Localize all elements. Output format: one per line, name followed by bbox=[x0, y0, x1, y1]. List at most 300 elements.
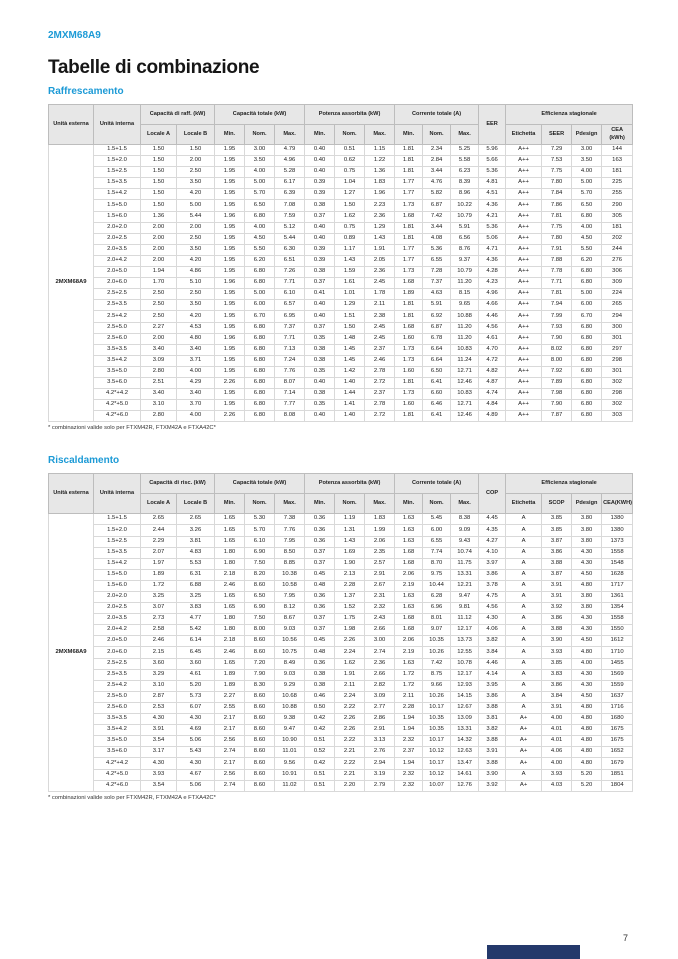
value-cell: 7.81 bbox=[542, 211, 572, 222]
value-cell: 6.64 bbox=[423, 344, 451, 355]
value-cell: 1.27 bbox=[335, 189, 365, 200]
value-cell: 9.03 bbox=[275, 625, 305, 636]
value-cell: 8.00 bbox=[542, 355, 572, 366]
indoor-combination-cell: 2.0+6.0 bbox=[94, 647, 141, 658]
indoor-combination-cell: 2.0+5.0 bbox=[94, 636, 141, 647]
value-cell: 13.31 bbox=[451, 569, 479, 580]
indoor-combination-cell: 2.5+3.5 bbox=[94, 669, 141, 680]
col-header-min: Min. bbox=[305, 125, 335, 145]
value-cell: 0.36 bbox=[305, 514, 335, 525]
value-cell: 0.40 bbox=[305, 377, 335, 388]
value-cell: 6.80 bbox=[245, 411, 275, 422]
value-cell: 3.60 bbox=[177, 658, 215, 669]
page-number: 7 bbox=[622, 933, 628, 943]
value-cell: 1.63 bbox=[395, 603, 423, 614]
value-cell: 0.39 bbox=[305, 244, 335, 255]
value-cell: 3.71 bbox=[177, 355, 215, 366]
value-cell: 2.73 bbox=[141, 614, 177, 625]
value-cell: 1.81 bbox=[395, 222, 423, 233]
value-cell: A bbox=[506, 691, 542, 702]
value-cell: 1.95 bbox=[215, 322, 245, 333]
col-header-eer: EER bbox=[479, 105, 506, 145]
value-cell: 8.60 bbox=[245, 691, 275, 702]
indoor-combination-cell: 1.5+6.0 bbox=[94, 580, 141, 591]
value-cell: 1.95 bbox=[215, 255, 245, 266]
value-cell: 1.96 bbox=[215, 278, 245, 289]
value-cell: 6.80 bbox=[572, 400, 602, 411]
value-cell: 3.93 bbox=[141, 769, 177, 780]
value-cell: 2.18 bbox=[215, 636, 245, 647]
value-cell: 0.36 bbox=[305, 592, 335, 603]
value-cell: 6.23 bbox=[451, 167, 479, 178]
col-header-internal-unit: Unità interna bbox=[94, 474, 141, 514]
value-cell: 4.50 bbox=[572, 569, 602, 580]
value-cell: 0.52 bbox=[305, 747, 335, 758]
value-cell: 2.50 bbox=[141, 300, 177, 311]
value-cell: 4.80 bbox=[572, 725, 602, 736]
value-cell: 8.20 bbox=[245, 569, 275, 580]
table-row bbox=[49, 289, 633, 300]
value-cell: 0.46 bbox=[305, 691, 335, 702]
value-cell: 7.98 bbox=[542, 389, 572, 400]
table-row bbox=[49, 547, 633, 558]
value-cell: 6.31 bbox=[177, 569, 215, 580]
value-cell: 12.76 bbox=[451, 780, 479, 791]
value-cell: 2.38 bbox=[365, 311, 395, 322]
value-cell: 5.20 bbox=[572, 780, 602, 791]
value-cell: A++ bbox=[506, 233, 542, 244]
value-cell: 303 bbox=[602, 411, 633, 422]
value-cell: 7.77 bbox=[275, 400, 305, 411]
value-cell: 6.51 bbox=[275, 255, 305, 266]
value-cell: 1.60 bbox=[395, 333, 423, 344]
value-cell: 3.80 bbox=[572, 592, 602, 603]
value-cell: 5.20 bbox=[572, 769, 602, 780]
value-cell: 1.95 bbox=[215, 244, 245, 255]
value-cell: 3.25 bbox=[177, 592, 215, 603]
value-cell: 10.35 bbox=[423, 725, 451, 736]
value-cell: 2.56 bbox=[215, 736, 245, 747]
value-cell: 1.63 bbox=[395, 592, 423, 603]
value-cell: 1361 bbox=[602, 592, 633, 603]
value-cell: 3.50 bbox=[177, 244, 215, 255]
value-cell: 9.29 bbox=[275, 680, 305, 691]
indoor-combination-cell: 2.0+5.0 bbox=[94, 267, 141, 278]
value-cell: 0.42 bbox=[305, 714, 335, 725]
col-header-locale-a: Locale A bbox=[141, 494, 177, 514]
col-header-cea: CEA (kWh) bbox=[602, 125, 633, 145]
value-cell: 3.29 bbox=[141, 669, 177, 680]
indoor-combination-cell: 4.2*+5.0 bbox=[94, 400, 141, 411]
value-cell: 7.50 bbox=[245, 614, 275, 625]
value-cell: 12.17 bbox=[451, 625, 479, 636]
value-cell: 1.94 bbox=[141, 267, 177, 278]
value-cell: A bbox=[506, 769, 542, 780]
value-cell: 4.50 bbox=[572, 636, 602, 647]
table-row bbox=[49, 758, 633, 769]
value-cell: 2.36 bbox=[365, 658, 395, 669]
value-cell: 2.37 bbox=[365, 344, 395, 355]
value-cell: A++ bbox=[506, 167, 542, 178]
value-cell: 4.50 bbox=[572, 233, 602, 244]
value-cell: 7.90 bbox=[542, 333, 572, 344]
value-cell: 1717 bbox=[602, 580, 633, 591]
value-cell: 6.88 bbox=[177, 580, 215, 591]
value-cell: 2.24 bbox=[335, 691, 365, 702]
value-cell: 4.82 bbox=[479, 366, 506, 377]
value-cell: 2.37 bbox=[365, 389, 395, 400]
value-cell: 6.57 bbox=[275, 300, 305, 311]
value-cell: 0.38 bbox=[305, 669, 335, 680]
value-cell: 6.50 bbox=[423, 366, 451, 377]
value-cell: 1.95 bbox=[215, 222, 245, 233]
value-cell: 298 bbox=[602, 355, 633, 366]
value-cell: 7.90 bbox=[542, 400, 572, 411]
table-row bbox=[49, 156, 633, 167]
table-row bbox=[49, 200, 633, 211]
value-cell: 2.17 bbox=[215, 714, 245, 725]
indoor-combination-cell: 2.5+5.0 bbox=[94, 322, 141, 333]
value-cell: 276 bbox=[602, 255, 633, 266]
value-cell: 7.92 bbox=[542, 366, 572, 377]
value-cell: 2.51 bbox=[141, 377, 177, 388]
value-cell: 2.21 bbox=[335, 747, 365, 758]
value-cell: 4.06 bbox=[479, 625, 506, 636]
value-cell: 7.89 bbox=[542, 377, 572, 388]
indoor-combination-cell: 2.0+3.5 bbox=[94, 614, 141, 625]
value-cell: 4.21 bbox=[479, 211, 506, 222]
table-row bbox=[49, 300, 633, 311]
indoor-combination-cell: 3.5+4.2 bbox=[94, 725, 141, 736]
value-cell: 3.09 bbox=[365, 691, 395, 702]
value-cell: 6.50 bbox=[245, 592, 275, 603]
value-cell: 5.36 bbox=[423, 244, 451, 255]
value-cell: 8.01 bbox=[423, 614, 451, 625]
value-cell: 11.20 bbox=[451, 278, 479, 289]
value-cell: 6.60 bbox=[423, 389, 451, 400]
value-cell: 1.36 bbox=[365, 167, 395, 178]
value-cell: 2.20 bbox=[335, 780, 365, 791]
value-cell: 12.71 bbox=[451, 400, 479, 411]
value-cell: 1637 bbox=[602, 691, 633, 702]
value-cell: 12.67 bbox=[451, 702, 479, 713]
value-cell: 6.90 bbox=[245, 547, 275, 558]
value-cell: 3.44 bbox=[423, 222, 451, 233]
value-cell: 1.45 bbox=[335, 344, 365, 355]
col-header-power-input: Potenza assorbita (kW) bbox=[305, 474, 395, 494]
value-cell: 0.37 bbox=[305, 211, 335, 222]
value-cell: A++ bbox=[506, 389, 542, 400]
col-header-external-unit: Unità esterna bbox=[49, 105, 94, 145]
value-cell: 5.66 bbox=[479, 156, 506, 167]
value-cell: 4.14 bbox=[479, 669, 506, 680]
value-cell: 6.41 bbox=[423, 411, 451, 422]
value-cell: 1.50 bbox=[141, 200, 177, 211]
value-cell: 3.50 bbox=[177, 300, 215, 311]
value-cell: 10.07 bbox=[423, 780, 451, 791]
value-cell: 2.43 bbox=[365, 614, 395, 625]
value-cell: 9.09 bbox=[451, 525, 479, 536]
value-cell: 0.51 bbox=[335, 145, 365, 156]
value-cell: 6.90 bbox=[245, 603, 275, 614]
value-cell: 7.71 bbox=[275, 333, 305, 344]
value-cell: A+ bbox=[506, 714, 542, 725]
value-cell: 11.24 bbox=[451, 355, 479, 366]
value-cell: 3.95 bbox=[479, 680, 506, 691]
value-cell: 2.74 bbox=[215, 747, 245, 758]
value-cell: 1.95 bbox=[215, 311, 245, 322]
value-cell: 12.71 bbox=[451, 366, 479, 377]
value-cell: 297 bbox=[602, 344, 633, 355]
section-title-cooling: Raffrescamento bbox=[48, 86, 124, 97]
value-cell: 2.56 bbox=[215, 769, 245, 780]
value-cell: 5.00 bbox=[245, 178, 275, 189]
value-cell: 1628 bbox=[602, 569, 633, 580]
table-row bbox=[49, 614, 633, 625]
value-cell: 3.80 bbox=[572, 603, 602, 614]
value-cell: 0.38 bbox=[305, 355, 335, 366]
value-cell: 2.55 bbox=[215, 702, 245, 713]
table-row bbox=[49, 636, 633, 647]
value-cell: 3.19 bbox=[365, 769, 395, 780]
table-row bbox=[49, 669, 633, 680]
table-row bbox=[49, 377, 633, 388]
value-cell: 2.00 bbox=[177, 222, 215, 233]
value-cell: 1.43 bbox=[335, 255, 365, 266]
value-cell: 7.95 bbox=[275, 536, 305, 547]
indoor-combination-cell: 1.5+2.0 bbox=[94, 525, 141, 536]
value-cell: 1.81 bbox=[395, 156, 423, 167]
value-cell: 7.76 bbox=[275, 366, 305, 377]
value-cell: 1716 bbox=[602, 702, 633, 713]
value-cell: 4.27 bbox=[479, 536, 506, 547]
col-header-min: Min. bbox=[215, 125, 245, 145]
value-cell: 2.50 bbox=[177, 167, 215, 178]
value-cell: 1.77 bbox=[395, 189, 423, 200]
value-cell: 2.45 bbox=[365, 322, 395, 333]
value-cell: 0.51 bbox=[305, 769, 335, 780]
value-cell: 2.35 bbox=[365, 547, 395, 558]
value-cell: 3.10 bbox=[141, 400, 177, 411]
value-cell: 2.06 bbox=[395, 636, 423, 647]
value-cell: 0.37 bbox=[305, 614, 335, 625]
value-cell: 6.00 bbox=[245, 300, 275, 311]
value-cell: A bbox=[506, 525, 542, 536]
value-cell: 1.68 bbox=[395, 625, 423, 636]
table-row bbox=[49, 411, 633, 422]
value-cell: 7.80 bbox=[542, 178, 572, 189]
value-cell: 3.82 bbox=[479, 636, 506, 647]
value-cell: 1380 bbox=[602, 514, 633, 525]
value-cell: 6.80 bbox=[572, 267, 602, 278]
value-cell: 4.45 bbox=[479, 514, 506, 525]
value-cell: A++ bbox=[506, 255, 542, 266]
value-cell: 8.60 bbox=[245, 736, 275, 747]
value-cell: 4.30 bbox=[177, 714, 215, 725]
value-cell: 2.46 bbox=[141, 636, 177, 647]
value-cell: 4.30 bbox=[572, 669, 602, 680]
value-cell: 2.45 bbox=[365, 278, 395, 289]
value-cell: 5.44 bbox=[275, 233, 305, 244]
value-cell: 6.64 bbox=[423, 355, 451, 366]
table-row bbox=[49, 592, 633, 603]
value-cell: 4.20 bbox=[177, 189, 215, 200]
value-cell: 1.41 bbox=[335, 400, 365, 411]
value-cell: 265 bbox=[602, 300, 633, 311]
value-cell: 7.76 bbox=[275, 525, 305, 536]
value-cell: 8.50 bbox=[275, 547, 305, 558]
value-cell: 1.72 bbox=[141, 580, 177, 591]
value-cell: 1710 bbox=[602, 647, 633, 658]
value-cell: 2.84 bbox=[423, 156, 451, 167]
value-cell: 6.50 bbox=[572, 200, 602, 211]
value-cell: 1.80 bbox=[215, 558, 245, 569]
value-cell: 1.65 bbox=[215, 514, 245, 525]
value-cell: 7.99 bbox=[542, 311, 572, 322]
value-cell: A bbox=[506, 558, 542, 569]
value-cell: 8.96 bbox=[451, 189, 479, 200]
value-cell: 1.95 bbox=[215, 156, 245, 167]
value-cell: 8.70 bbox=[423, 558, 451, 569]
value-cell: 1.43 bbox=[365, 233, 395, 244]
value-cell: A++ bbox=[506, 300, 542, 311]
value-cell: 1612 bbox=[602, 636, 633, 647]
col-header-scop: SCOP bbox=[542, 494, 572, 514]
value-cell: 1.68 bbox=[395, 614, 423, 625]
value-cell: 4.75 bbox=[479, 592, 506, 603]
value-cell: 10.91 bbox=[275, 769, 305, 780]
page-title: Tabelle di combinazione bbox=[48, 57, 260, 78]
value-cell: 6.80 bbox=[245, 322, 275, 333]
indoor-combination-cell: 2.0+4.2 bbox=[94, 255, 141, 266]
table-row bbox=[49, 603, 633, 614]
value-cell: 3.25 bbox=[141, 592, 177, 603]
value-cell: 6.00 bbox=[423, 525, 451, 536]
value-cell: 0.35 bbox=[305, 366, 335, 377]
value-cell: 0.51 bbox=[305, 780, 335, 791]
col-header-capacity: Capacità di risc. (kW) bbox=[141, 474, 215, 494]
table-row bbox=[49, 569, 633, 580]
value-cell: 7.14 bbox=[275, 389, 305, 400]
value-cell: 4.30 bbox=[572, 558, 602, 569]
value-cell: 2.65 bbox=[141, 514, 177, 525]
value-cell: 6.00 bbox=[572, 300, 602, 311]
table-row bbox=[49, 278, 633, 289]
value-cell: A++ bbox=[506, 145, 542, 156]
value-cell: 1550 bbox=[602, 625, 633, 636]
value-cell: 5.82 bbox=[423, 189, 451, 200]
table-row bbox=[49, 145, 633, 156]
value-cell: 3.87 bbox=[542, 569, 572, 580]
value-cell: 3.26 bbox=[177, 525, 215, 536]
value-cell: 2.77 bbox=[365, 702, 395, 713]
value-cell: 244 bbox=[602, 244, 633, 255]
table-row bbox=[49, 389, 633, 400]
value-cell: 1.29 bbox=[365, 222, 395, 233]
value-cell: 4.36 bbox=[479, 255, 506, 266]
value-cell: 0.39 bbox=[305, 189, 335, 200]
value-cell: 2.44 bbox=[141, 525, 177, 536]
value-cell: 0.45 bbox=[305, 569, 335, 580]
value-cell: 298 bbox=[602, 389, 633, 400]
value-cell: 4.00 bbox=[542, 714, 572, 725]
external-unit-cell: 2MXM68A9 bbox=[49, 514, 94, 791]
value-cell: 0.40 bbox=[305, 167, 335, 178]
value-cell: 2.22 bbox=[335, 702, 365, 713]
value-cell: 202 bbox=[602, 233, 633, 244]
table-row bbox=[49, 514, 633, 525]
value-cell: 4.10 bbox=[479, 547, 506, 558]
value-cell: 5.30 bbox=[245, 514, 275, 525]
value-cell: 1.65 bbox=[215, 536, 245, 547]
value-cell: A+ bbox=[506, 758, 542, 769]
value-cell: 2.17 bbox=[215, 758, 245, 769]
value-cell: 224 bbox=[602, 289, 633, 300]
value-cell: 2.78 bbox=[365, 366, 395, 377]
indoor-combination-cell: 4.2*+5.0 bbox=[94, 769, 141, 780]
table-row bbox=[49, 233, 633, 244]
indoor-combination-cell: 1.5+6.0 bbox=[94, 211, 141, 222]
value-cell: 4.00 bbox=[572, 222, 602, 233]
value-cell: 1.01 bbox=[335, 289, 365, 300]
value-cell: 2.28 bbox=[335, 580, 365, 591]
value-cell: 4.06 bbox=[542, 747, 572, 758]
value-cell: 4.72 bbox=[479, 355, 506, 366]
value-cell: 6.92 bbox=[423, 311, 451, 322]
indoor-combination-cell: 2.5+4.2 bbox=[94, 311, 141, 322]
value-cell: 1.65 bbox=[215, 592, 245, 603]
value-cell: 1.50 bbox=[141, 189, 177, 200]
value-cell: 13.47 bbox=[451, 758, 479, 769]
value-cell: 4.81 bbox=[479, 178, 506, 189]
section-cooling bbox=[48, 86, 632, 431]
value-cell: 10.17 bbox=[423, 758, 451, 769]
indoor-combination-cell: 4.2*+4.2 bbox=[94, 389, 141, 400]
value-cell: 3.00 bbox=[245, 145, 275, 156]
value-cell: 4.96 bbox=[479, 289, 506, 300]
value-cell: 2.06 bbox=[395, 569, 423, 580]
value-cell: 3.90 bbox=[542, 636, 572, 647]
value-cell: 2.53 bbox=[141, 702, 177, 713]
value-cell: 1.80 bbox=[215, 625, 245, 636]
table-row bbox=[49, 311, 633, 322]
indoor-combination-cell: 1.5+5.0 bbox=[94, 569, 141, 580]
value-cell: 8.60 bbox=[245, 747, 275, 758]
value-cell: 7.24 bbox=[275, 355, 305, 366]
value-cell: 5.50 bbox=[572, 244, 602, 255]
value-cell: 1.81 bbox=[395, 311, 423, 322]
value-cell: 1.95 bbox=[215, 167, 245, 178]
value-cell: 7.91 bbox=[542, 244, 572, 255]
value-cell: 1.91 bbox=[365, 244, 395, 255]
value-cell: 1373 bbox=[602, 536, 633, 547]
value-cell: 4.50 bbox=[572, 691, 602, 702]
value-cell: A++ bbox=[506, 344, 542, 355]
value-cell: 1.40 bbox=[335, 377, 365, 388]
indoor-combination-cell: 2.5+6.0 bbox=[94, 333, 141, 344]
value-cell: 1.50 bbox=[141, 156, 177, 167]
value-cell: 9.43 bbox=[451, 536, 479, 547]
value-cell: 2.72 bbox=[365, 377, 395, 388]
table-row bbox=[49, 769, 633, 780]
indoor-combination-cell: 3.5+5.0 bbox=[94, 366, 141, 377]
col-header-cea: CEA(KWH) bbox=[602, 494, 633, 514]
value-cell: 2.37 bbox=[395, 747, 423, 758]
value-cell: 8.02 bbox=[542, 344, 572, 355]
value-cell: 4.80 bbox=[572, 714, 602, 725]
value-cell: 6.80 bbox=[572, 366, 602, 377]
value-cell: 0.36 bbox=[305, 536, 335, 547]
